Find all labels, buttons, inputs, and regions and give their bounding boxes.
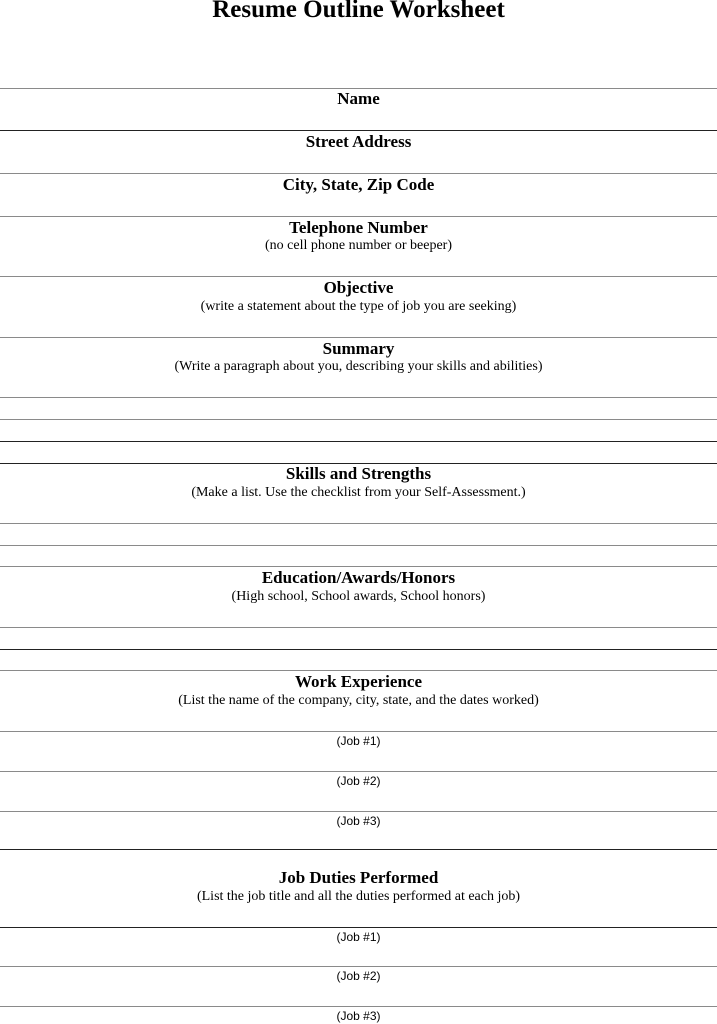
telephone-label: Telephone Number — [289, 218, 428, 237]
rule — [0, 216, 717, 217]
rule — [0, 566, 717, 567]
education-hint: (High school, School awards, School honors) — [231, 589, 486, 604]
duties-job-2: (Job #2) — [336, 969, 381, 983]
street-address-label: Street Address — [305, 132, 412, 151]
city-state-zip-label: City, State, Zip Code — [282, 175, 435, 194]
job-duties-label: Job Duties Performed — [278, 868, 439, 887]
rule — [0, 523, 717, 524]
rule — [0, 849, 717, 850]
rule — [0, 545, 717, 546]
job-duties-hint: (List the job title and all the duties performed at each job) — [196, 889, 521, 904]
skills-hint: (Make a list. Use the checklist from your Self-Assessment.) — [191, 485, 526, 500]
rule — [0, 173, 717, 174]
objective-label: Objective — [323, 278, 394, 297]
work-job-3: (Job #3) — [336, 814, 381, 828]
rule — [0, 771, 717, 772]
work-job-2: (Job #2) — [336, 774, 381, 788]
work-experience-label: Work Experience — [294, 672, 422, 691]
summary-hint: (Write a paragraph about you, describing your skills and abilities) — [174, 359, 543, 374]
objective-hint: (write a statement about the type of job you are seeking) — [200, 299, 517, 314]
rule — [0, 927, 717, 928]
rule — [0, 419, 717, 420]
duties-job-1: (Job #1) — [336, 930, 381, 944]
work-experience-hint: (List the name of the company, city, state, and the dates worked) — [178, 693, 539, 708]
duties-job-3: (Job #3) — [336, 1009, 381, 1023]
rule — [0, 731, 717, 732]
rule — [0, 276, 717, 277]
education-label: Education/Awards/Honors — [261, 568, 456, 587]
work-job-1: (Job #1) — [336, 734, 381, 748]
rule — [0, 670, 717, 671]
worksheet-title: Resume Outline Worksheet — [212, 0, 505, 23]
rule — [0, 627, 717, 628]
rule — [0, 649, 717, 650]
rule — [0, 966, 717, 967]
rule — [0, 811, 717, 812]
rule — [0, 130, 717, 131]
rule — [0, 1006, 717, 1007]
summary-label: Summary — [322, 339, 395, 358]
name-label: Name — [337, 89, 380, 108]
skills-label: Skills and Strengths — [285, 464, 432, 483]
telephone-hint: (no cell phone number or beeper) — [265, 238, 452, 253]
rule — [0, 397, 717, 398]
rule — [0, 441, 717, 442]
rule — [0, 337, 717, 338]
